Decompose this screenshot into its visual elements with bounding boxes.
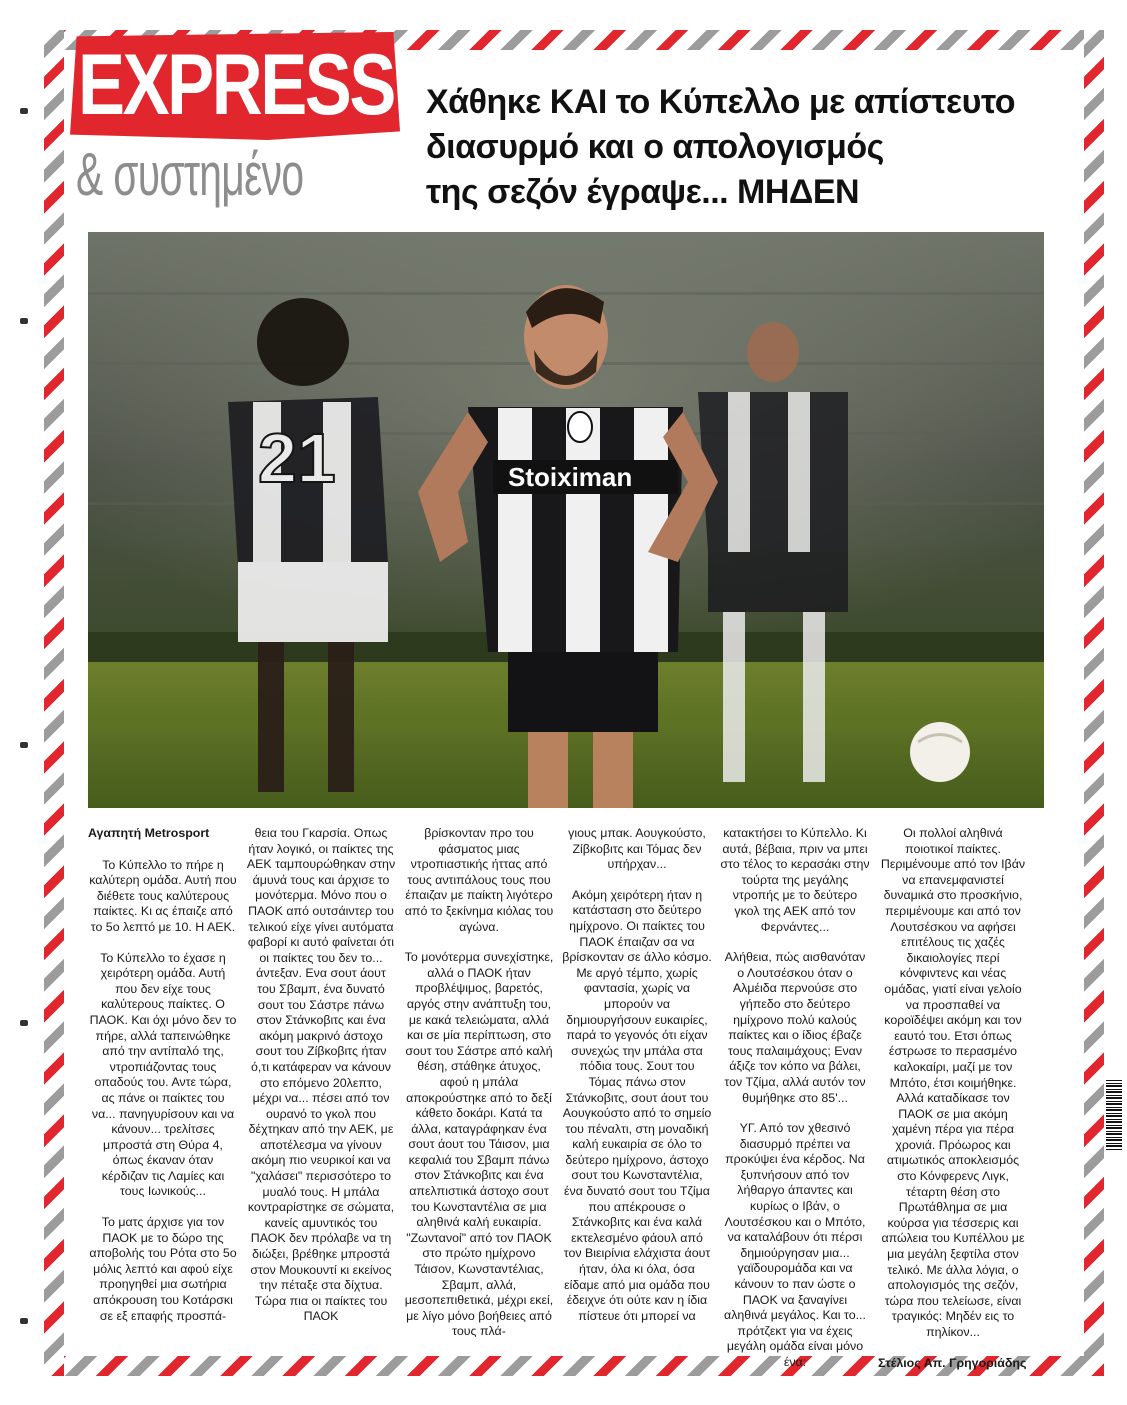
player-right-head: [747, 322, 799, 382]
match-photo: [88, 232, 1044, 808]
express-logo: [70, 32, 400, 150]
ball: [910, 722, 970, 782]
article-paragraph: Ακόμη χειρότερη ήταν η κατάσταση στο δεύτερο ημίχρονο. Οι παίκτες του ΠΑΟΚ έπαιζαν σα να βρίσκονταν σε άλλο κόσμο. Με αργό τέμπο, χωρίς φαντασία, χωρίς να μπορούν να δημιουργήσουν ευκαιρίες, παρά το γεγονός ότι είχαν συνεχώς την μπάλα στα πόδια τους. Σουτ του Τόμας πάνω στον Στάνκοβιτς, σουτ άουτ του Αουγκούστο από το σημείο του πέναλτι, στη μοναδική καλή ευκαιρία σε όλο το δεύτερο ημίχρονο, άστοχο σουτ του Κωνσταντέλια, ένα δυνατό σουτ του Τζίμα που απέκρουσε ο Στάνκοβιτς και ένα καλά εκτελεσμένο φάουλ από τον Βιειρίνια ελάχιστα άουτ ήταν, όλα κι όλα, όσα είδαμε από μια ομάδα που έδειχνε ότι ούτε καν η ίδια πίστευε ότι μπορεί να: [562, 887, 712, 1323]
headline: [426, 80, 1026, 215]
article-paragraph: θεια του Γκαρσία. Οπως ήταν λογικό, οι παίκτες της ΑΕΚ ταμπουρώθηκαν στην άμυνά τους και άρχισε το μονότερμα. Μόνο που ο ΠΑΟΚ από ουτσάιντερ του τελικού είχε γίνει αυτόματα φαβορί κι αυτό φαίνεται ότι οι παίκτες του δεν το... άντεξαν. Ενα σουτ άουτ του Σβαμπ, ένα δυνατό σουτ του Σάστρε πάνω στον Στάνκοβιτς και ένα ακόμη μακρινό άστοχο σουτ του Ζίβκοβιτς ήταν ό,τι κατάφεραν να κάνουν στο επόμενο 20λεπτο, μέχρι να... πέσει από τον ουρανό το γκολ που δέχτηκαν από την ΑΕΚ, με αποτέλεσμα να γίνουν ακόμη πιο νευρικοί και να "χαλάσει" περισσότερο το μυαλό τους. Η μπάλα κοντραρίστηκε σε σώματα, κανείς αμυντικός του ΠΑΟΚ δεν πρόλαβε να τη διώξει, βρέθηκε μπροστά στον Μουκουντί κι εκείνος την πέταξε στα δίχτυα. Τώρα πια οι παίκτες του ΠΑΟΚ: [246, 826, 396, 1324]
registration-mark: [20, 108, 28, 114]
registration-mark: [20, 1020, 28, 1026]
match-photo-illustration: [88, 232, 1044, 808]
article-paragraph: βρίσκονταν προ του φάσματος μιας ντροπιαστικής ήττας από τους αντιπάλους τους που έπαιζαν με παίκτη λιγότερο από το ξεκίνημα κιόλας του αγώνα.: [404, 826, 554, 934]
article-column-2: [246, 826, 396, 1340]
player-center-shirt-panel: [566, 408, 600, 652]
article-paragraph: Αλήθεια, πώς αισθανόταν ο Λουτσέσκου όταν ο Αλμέιδα περνούσε στο γήπεδο στο δεύτερο ημίχρονο πολύ καλούς παίκτες και ο ίδιος έβαζε τους παλαιμάχους; Εναν άξιζε τον κόπο να βάλει, τον Τζίμα, αλλά αυτόν τον θυμήθηκε στο 85'...: [724, 950, 866, 1105]
article-column-1: [88, 826, 238, 1339]
article-paragraph: Το Κύπελλο το πήρε η καλύτερη ομάδα. Αυτή που διέθετε τους καλύτερους παίκτες. Κι ας έπαιζε από το 5ο λεπτό με 10. Η ΑΕΚ.: [89, 857, 237, 934]
player-right-shirt-panel: [788, 392, 810, 552]
article-column-5: [720, 826, 870, 1386]
barcode: [1106, 1080, 1122, 1150]
player-left-leg: [258, 642, 284, 792]
sponsor-logo: Stoiximan: [508, 462, 633, 492]
player-right-shirt: [698, 392, 848, 552]
article-column-3: [404, 826, 554, 1355]
headline-line: της σεζόν έγραψε... ΜΗΔΕΝ: [426, 173, 860, 211]
article-paragraph: γιους μπακ. Αουγκούστο, Ζίβκοβιτς και Τόμας δεν υπήρχαν...: [568, 826, 706, 872]
player-right-shorts: [708, 552, 848, 612]
headline-line: Χάθηκε ΚΑΙ το Κύπελλο με απίστευτο: [426, 83, 1015, 121]
logo-main-text: EXPRESS: [78, 37, 394, 133]
player-left-shorts: [238, 562, 388, 642]
article-paragraph: Το Κύπελλο το έχασε η χειρότερη ομάδα. Αυτή που δεν είχε τους καλύτερους παίκτες. Ο ΠΑΟΚ. Και όχι μόνο δεν το πήρε, αλλά ταπεινώθηκε από την αντίπαλό της, ντροπιάζοντας τους οπαδούς του. Αντε τώρα, ας πάνε οι παίκτες του να... πανηγυρίσουν και να κάνουν... τρελίτσες μπροστά στη Θύρα 4, όπως έκαναν όταν κέρδιζαν τις Λαμίες και τους Ιωνικούς...: [89, 950, 237, 1199]
article-paragraph: κατακτήσει το Κύπελλο. Κι αυτά, βέβαια, πριν να μπει στο τέλος το κερασάκι στην τούρτα της μεγάλης ντροπής με το δεύτερο γκολ της ΑΕΚ από τον Φερνάντες...: [720, 826, 870, 934]
player-right-shirt-panel: [728, 392, 750, 552]
article-author: Στέλιος Απ. Γρηγοριάδης: [878, 1355, 1027, 1370]
article-body: [88, 826, 1032, 1370]
player-left-hair: [257, 298, 349, 386]
article-column-6: [878, 826, 1028, 1386]
player-center-leg: [593, 732, 633, 808]
player-center-shirt-panel: [498, 408, 532, 652]
player-left-leg: [328, 642, 354, 792]
headline-line: διασυρμό και ο απολογισμός: [426, 128, 884, 166]
club-crest: [568, 412, 592, 442]
player-right-leg: [723, 612, 745, 782]
article-byline: Αγαπητή Metrosport: [88, 826, 210, 840]
player-center-leg: [528, 732, 568, 808]
article-column-4: [562, 826, 712, 1339]
player-center-shorts: [508, 652, 658, 732]
border-left: [44, 30, 64, 1376]
article-paragraph: Το μονότερμα συνεχίστηκε, αλλά ο ΠΑΟΚ ήταν προβλέψιμος, βαρετός, αργός στην ανάπτυξη του, με κακά τελειώματα, αλλά και σε μία περίπτωση, στο σουτ του Σάστρε από καλή θέση, στάθηκε άτυχος, αφού η μπάλα αποκρούστηκε από το δεξί κάθετο δοκάρι. Κατά τα άλλα, καταγράφηκαν ένα σουτ άουτ του Τάισον, μια κεφαλιά του Σβαμπ πάνω στον Στάνκοβιτς και ένα απελπιστικά άστοχο σουτ του Κωνσταντέλια σε μια αληθινά καλή ευκαιρία. "Ζωντανοί" από τον ΠΑΟΚ στο πρώτο ημίχρονο Τάισον, Κωνσταντέλιας, Σβαμπ, αλλά, μεσοπεπιθετικά, μέχρι εκεί, με λίγο μόνο βοήθειες από τους πλά-: [404, 950, 554, 1339]
player-right-leg: [803, 612, 825, 782]
article-paragraph: Το ματς άρχισε για τον ΠΑΟΚ με το δώρο της αποβολής του Ρότα στο 5ο μόλις λεπτό και αφού είχε προηγηθεί μια σωτήρια απόκρουση του Κοτάρσκι σε εξ επαφής προσπά-: [89, 1215, 237, 1323]
registration-mark: [20, 1318, 28, 1324]
logo-sub-text: & συστημένο: [76, 141, 304, 208]
border-right: [1084, 30, 1104, 1376]
article-paragraph: Οι πολλοί αληθινά ποιοτικοί παίκτες. Περιμένουμε από τον Ιβάν να επανεμφανιστεί δυναμικά στο προσκήνιο, περιμένουμε και από τον Λουτσέσκου να αφήσει επιτέλους τις χαζές δικαιολογίες περί κόνφιντενς και νέας ομάδας, γιατί είναι γελοίο να προσπαθεί να κοροϊδέψει ακόμη και τον εαυτό του. Ετσι όπως έστρωσε το περασμένο καλοκαίρι, μαζί με τον Μπότο, έτσι κοιμήθηκε. Αλλά καταδίκασε τον ΠΑΟΚ σε μια ακόμη χαμένη πέρα για πέρα χρονιά. Πρόωρος και ατιμωτικός αποκλεισμός στο Κόνφερενς Λιγκ, τέταρτη θέση στο Πρωτάθλημα σε μια κούρσα για τέσσερις και απώλεια του Κυπέλλου με μια μεγάλη ξεφτίλα στον τελικό. Με άλλα λόγια, ο απολογισμός της σεζόν, τώρα που τελείωσε, είναι τραγικός: Μηδέν εις το πηλίκον...: [880, 826, 1026, 1339]
registration-mark: [20, 318, 28, 324]
registration-mark: [20, 742, 28, 748]
player-left-number: 21: [258, 419, 336, 497]
article-paragraph: ΥΓ. Από τον χθεσινό διασυρμό πρέπει να προκύψει ένα κέρδος. Να ξυπνήσουν από τον λήθαργο άπαντες και κυρίως ο Ιβάν, ο Λουτσέσκου και ο Μπότο, να καταλάβουν ότι πέρσι δημιούργησαν μια... γαϊδουρομάδα και να κάνουν το παν ώστε ο ΠΑΟΚ να ξαναγίνει αληθινά μεγάλος. Και το... πρότζεκτ για να έχεις μεγάλη ομάδα είναι μόνο ένα:: [724, 1121, 866, 1369]
